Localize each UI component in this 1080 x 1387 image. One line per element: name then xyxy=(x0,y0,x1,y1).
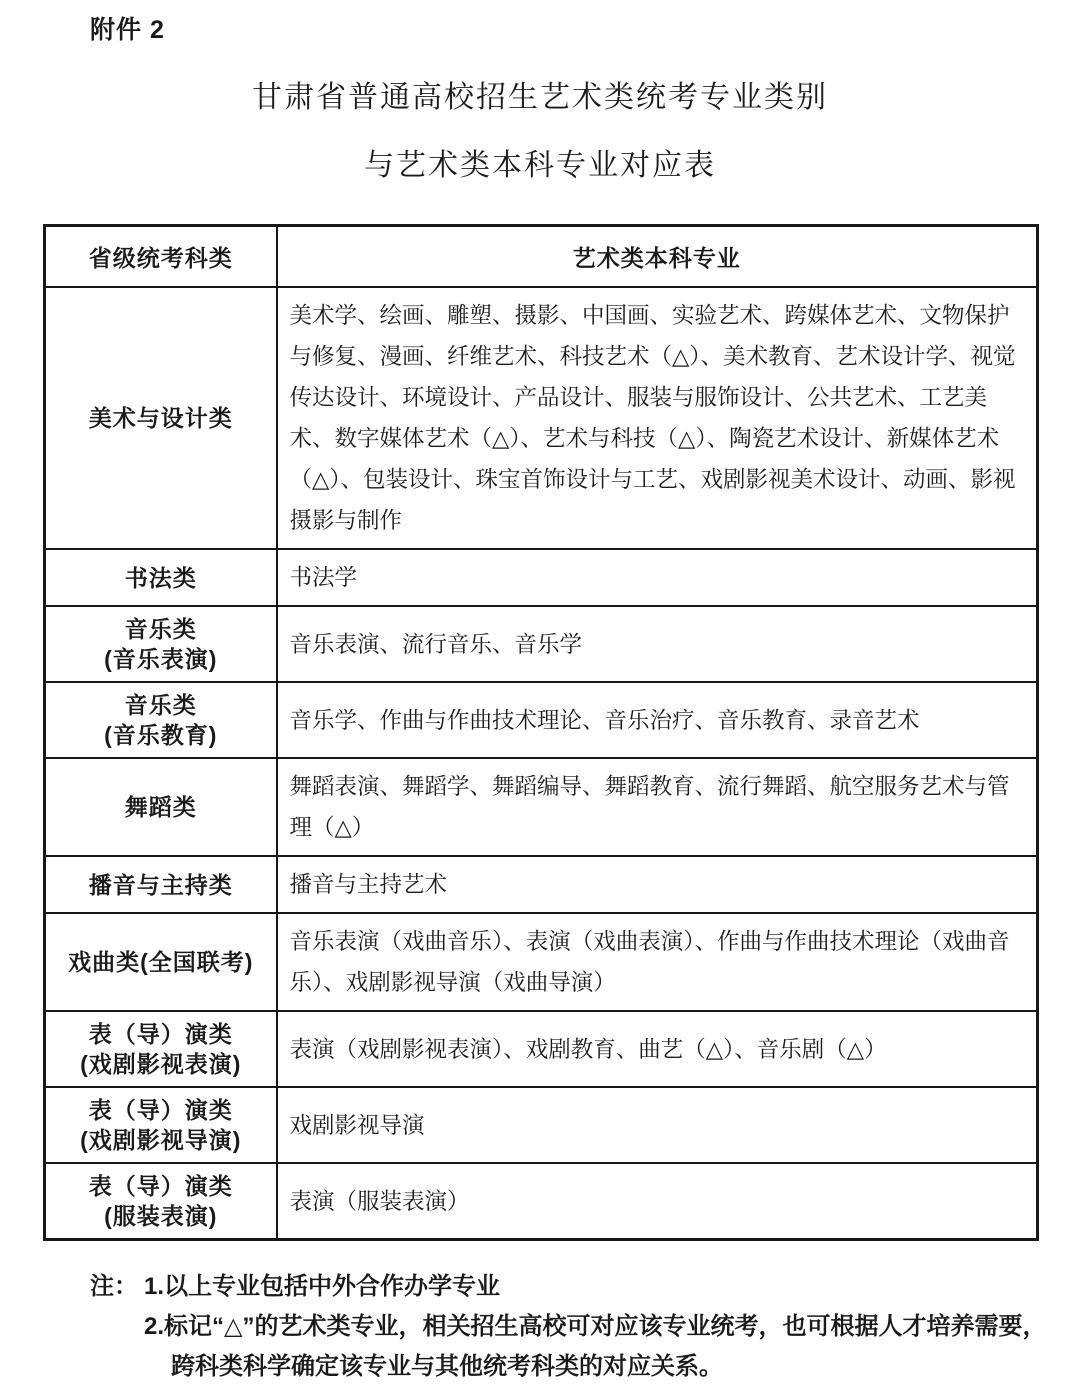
note-item-2: 2.标记“△”的艺术类专业，相关招生高校可对应该专业统考，也可根据人才培养需要，跨科类科学确定该专业与其他统考科类的对应关系。 xyxy=(144,1313,1047,1380)
table-row xyxy=(45,1163,1038,1240)
majors-cell: 音乐表演、流行音乐、音乐学 xyxy=(277,606,1038,682)
category-subname: (服装表演) xyxy=(104,1203,218,1229)
table-row xyxy=(45,1087,1038,1163)
category-cell xyxy=(45,1163,277,1240)
category-cell xyxy=(45,606,277,682)
category-cell xyxy=(45,913,277,1011)
category-cell xyxy=(45,1011,277,1087)
majors-cell: 音乐学、作曲与作曲技术理论、音乐治疗、音乐教育、录音艺术 xyxy=(277,682,1038,758)
majors-cell: 美术学、绘画、雕塑、摄影、中国画、实验艺术、跨媒体艺术、文物保护与修复、漫画、纤维艺术、科技艺术（△）、美术教育、艺术设计学、视觉传达设计、环境设计、产品设计、服装与服饰设计、公共艺术、工艺美术、数字媒体艺术（△）、艺术与科技（△）、陶瓷艺术设计、新媒体艺术（△）、包装设计、珠宝首饰设计与工艺、戏剧影视美术设计、动画、影视摄影与制作 xyxy=(277,287,1038,549)
attachment-label: 附件 2 xyxy=(90,16,165,44)
table-row xyxy=(45,856,1038,913)
category-subname: (音乐表演) xyxy=(104,646,218,672)
table-row xyxy=(45,682,1038,758)
notes-label: 注： xyxy=(90,1273,138,1300)
table-row xyxy=(45,287,1038,549)
table-row xyxy=(45,758,1038,856)
category-name: 戏曲类(全国联考) xyxy=(68,949,254,975)
category-subname: (戏剧影视表演) xyxy=(80,1051,242,1077)
table-row xyxy=(45,1011,1038,1087)
category-mapping-table xyxy=(43,224,1039,1241)
category-name: 舞蹈类 xyxy=(124,794,197,820)
document-title-line1: 甘肃省普通高校招生艺术类统考专业类别 xyxy=(252,81,828,114)
majors-cell: 舞蹈表演、舞蹈学、舞蹈编导、舞蹈教育、流行舞蹈、航空服务艺术与管理（△） xyxy=(277,758,1038,856)
table-row xyxy=(45,606,1038,682)
table-row xyxy=(45,549,1038,606)
category-cell xyxy=(45,856,277,913)
table-header xyxy=(45,226,1038,288)
majors-cell: 戏剧影视导演 xyxy=(277,1087,1038,1163)
category-subname: (戏剧影视导演) xyxy=(80,1127,242,1153)
header-category-column: 省级统考科类 xyxy=(45,226,277,288)
category-name: 播音与主持类 xyxy=(88,871,233,898)
category-cell xyxy=(45,549,277,606)
header-majors-column: 艺术类本科专业 xyxy=(277,226,1038,288)
document-title-line2: 与艺术类本科专业对应表 xyxy=(364,149,716,182)
majors-cell: 播音与主持艺术 xyxy=(277,856,1038,913)
notes-list xyxy=(144,1267,1049,1387)
table-header-row xyxy=(45,226,1038,288)
category-cell xyxy=(45,758,277,856)
category-name: 音乐类 xyxy=(124,616,197,642)
majors-cell: 表演（戏剧影视表演）、戏剧教育、曲艺（△）、音乐剧（△） xyxy=(277,1011,1038,1087)
note-item-1: 1.以上专业包括中外合作办学专业 xyxy=(144,1273,501,1300)
category-name: 音乐类 xyxy=(124,692,197,718)
category-cell xyxy=(45,287,277,549)
category-name: 书法类 xyxy=(124,564,197,591)
majors-cell: 表演（服装表演） xyxy=(277,1163,1038,1240)
category-cell xyxy=(45,1087,277,1163)
table-body xyxy=(45,287,1038,1240)
category-name: 表（导）演类 xyxy=(88,1173,233,1199)
category-name: 美术与设计类 xyxy=(88,405,233,431)
category-cell xyxy=(45,682,277,758)
category-name: 表（导）演类 xyxy=(88,1021,233,1047)
category-name: 表（导）演类 xyxy=(88,1097,233,1123)
notes xyxy=(90,1267,1080,1387)
majors-cell: 音乐表演（戏曲音乐）、表演（戏曲表演）、作曲与作曲技术理论（戏曲音乐）、戏剧影视导演（戏曲导演） xyxy=(277,913,1038,1011)
category-subname: (音乐教育) xyxy=(104,722,218,748)
majors-cell: 书法学 xyxy=(277,549,1038,606)
table-row xyxy=(45,913,1038,1011)
